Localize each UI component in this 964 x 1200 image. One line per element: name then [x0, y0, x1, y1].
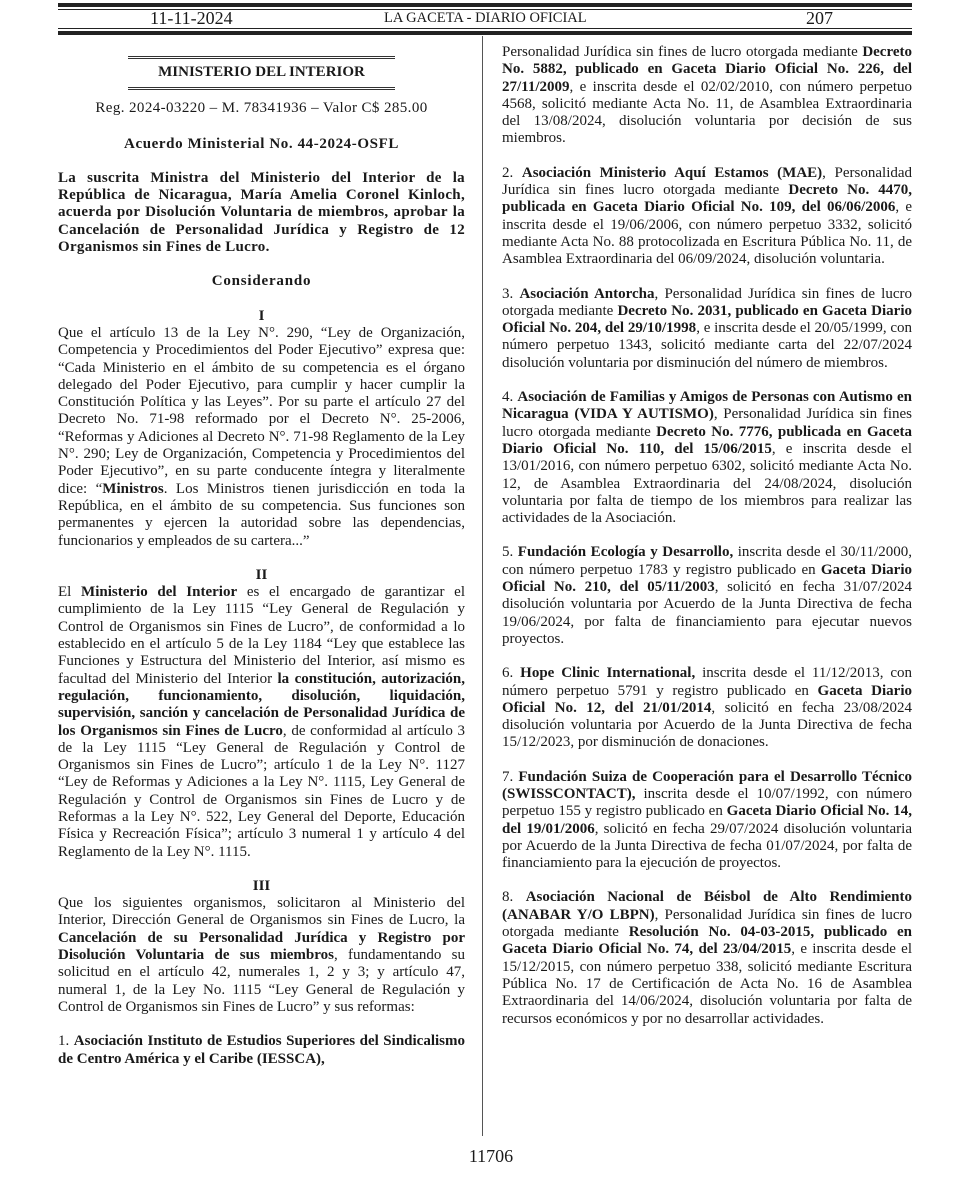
text-segment: 2.: [502, 164, 522, 181]
bold-text-segment: Cancelación de su Personalidad Jurídica y Registro por Disolución Voluntaria de sus miembros: [58, 929, 465, 964]
text-segment: 6.: [502, 665, 521, 682]
text-segment: 5.: [502, 544, 518, 561]
bold-text-segment: Gaceta Diario Oficial No. 12, del 21/01/2014: [502, 682, 912, 716]
text-segment: , e inscrita desde el 15/12/2015, con número perpetuo 338, solicitó mediante Escritura Pública No. 17 de Certificación de Acta No. 16 de Asamblea Extraordinaria del 14/06/2024, disolución voluntaria por falta de recursos económicos y por no desarrollar actividades.: [502, 941, 912, 1027]
considerando-heading: Considerando: [211, 273, 312, 290]
text-segment: , e inscrita desde el 13/01/2016, con número perpetuo 6302, solicitó mediante Acta No. 12, de Asamblea Extraordinaria del 24/08/2024, disolución voluntaria por falta de tiempo de los miembros para realizar las actividades de la Asociación.: [502, 440, 913, 527]
right-column: [502, 44, 912, 1028]
text-segment: , solicitó en fecha 31/07/2024 disolución voluntaria por Acuerdo de la Junta Directiva de fecha 19/06/2024, por falta de financiamiento para ejecutar nuevos proyectos.: [502, 579, 912, 647]
text-segment: 1.: [58, 1033, 74, 1050]
text-segment: inscrita desde el 11/12/2013, con número perpetuo 5791 y registro publicado en: [502, 665, 912, 699]
bold-text-segment: Gaceta Diario Oficial No. 14, del 19/01/2006: [502, 803, 912, 837]
organization-item: [502, 389, 912, 527]
header-bottom-thin-rule: [58, 28, 912, 29]
header-publication-title: LA GACETA - DIARIO OFICIAL: [384, 10, 587, 26]
bold-text-segment: Asociación Antorcha: [519, 285, 655, 302]
text-segment: inscrita desde el 10/07/1992, con número perpetuo 155 y registro publicado en: [502, 785, 912, 820]
section-paragraph: [58, 325, 465, 550]
section-numeral: I: [258, 307, 265, 324]
bold-text-segment: Gaceta Diario Oficial No. 210, del 05/11/2003: [502, 561, 912, 596]
bold-text-segment: Fundación Ecología y Desarrollo,: [517, 544, 734, 561]
text-segment: 7.: [502, 768, 519, 785]
page-header: [58, 8, 912, 28]
text-segment: , e inscrita desde el 20/05/1999, con número perpetuo 1343, solicitó mediante carta del 22/07/2024 disolución voluntaria por disminución del número de miembros.: [502, 320, 912, 371]
text-segment: inscrita desde el 30/11/2000, con número perpetuo 1783 y registro publicado en: [502, 544, 913, 578]
section-paragraph: [58, 895, 465, 1016]
text-segment: 3.: [502, 285, 520, 302]
text-segment: , fundamentando su solicitud en el artículo 42, numerales 1, 2 y 3; y artículo 47, numeral 1, de la Ley No. 1115 “Ley General de Regulación y Control de Organismos sin Fines de Lucro” y sus reformas:: [58, 947, 465, 1015]
registration-line: Reg. 2024-03220 – M. 78341936 – Valor C$ 285.00: [95, 100, 428, 117]
bold-text-segment: Decreto No. 4470, publicada en Gaceta Diario Oficial No. 109, del 06/06/2006: [502, 182, 912, 216]
bold-text-segment: Decreto No. 2031, publicado en Gaceta Diario Oficial No. 204, del 29/10/1998: [502, 302, 912, 337]
bold-text-segment: Asociación Nacional de Béisbol de Alto Rendimiento (ANABAR Y/O LBPN): [502, 889, 912, 923]
section-numeral: III: [252, 877, 271, 894]
text-segment: , de conformidad al artículo 3 de la Ley 1115 “Ley General de Regulación y Control de Organismos sin Fines de Lucro”; artículo 1 de la Ley N°. 1127 “Ley de Reformas y Adiciones a la Ley N°. 1115, Ley General de Regulación y Control de Organismos sin Fines de Lucro y de Reformas a la Ley N°. 522, Ley General del Deporte, Educación Física y Recreación Física”; artículo 3 numeral 1 y artículo 4 del Reglamento de la Ley N°. 1115.: [58, 722, 466, 860]
organization-item: [502, 44, 912, 148]
ministry-heading: MINISTERIO DEL INTERIOR: [128, 56, 395, 90]
bold-text-segment: Fundación Suiza de Cooperación para el Desarrollo Técnico (SWISSCONTACT),: [502, 768, 912, 802]
bold-text-segment: Asociación Ministerio Aquí Estamos (MAE): [521, 164, 823, 181]
organization-item: [502, 665, 912, 751]
text-segment: , Personalidad Jurídica sin fines de lucro otorgada mediante: [502, 906, 913, 941]
bold-text-segment: Asociación Instituto de Estudios Superiores del Sindicalismo de Centro América y el Caribe (IESSCA),: [58, 1033, 465, 1067]
bold-text-segment: Ministros: [102, 480, 164, 497]
text-segment: El: [58, 584, 82, 601]
bold-text-segment: Asociación de Familias y Amigos de Personas con Autismo en Nicaragua (VIDA Y AUTISMO): [502, 389, 912, 423]
header-page-number: 207: [806, 8, 833, 28]
text-segment: 4.: [502, 389, 518, 406]
organization-item: [502, 769, 912, 873]
bold-text-segment: Decreto No. 5882, publicado en Gaceta Diario Oficial No. 226, del 27/11/2009: [502, 44, 912, 95]
text-segment: Que los siguientes organismos, solicitaron al Ministerio del Interior, Dirección General de Organismos sin Fines de Lucro, la: [58, 895, 465, 929]
bold-text-segment: la constitución, autorización, regulación, funcionamiento, disolución, liquidación, supervisión, sanción y cancelación de Personalidad Jurídica de los Organismos sin Fines de Lucro: [58, 670, 465, 739]
column-divider: [482, 36, 483, 1136]
section-paragraph: [58, 584, 465, 861]
organization-item: [502, 165, 912, 269]
text-segment: es el encargado de garantizar el cumplimiento de la Ley 1115 “Ley General de Regulación y Control de Organismos sin Fines de Lucro”, de conformidad a lo establecido en el artículo 5 de la Ley 1184 “Ley que establece las Funciones y Estructura del Ministerio del Interior, así mismo es facultad del Ministerio del Interior: [58, 584, 465, 687]
agreement-intro: La suscrita Ministra del Ministerio del Interior de la República de Nicaragua, María Amelia Coronel Kinloch, acuerda por Disolución Voluntaria de miembros, aprobar la Cancelación de Personalidad Jurídica y Registro de 12 Organismos sin Fines de Lucro.: [58, 169, 465, 256]
bold-text-segment: Resolución No. 04-03-2015, publicado en Gaceta Diario Oficial No. 74, del 23/04/2015: [502, 924, 912, 958]
text-segment: , e inscrita desde el 02/02/2010, con número perpetuo 4568, solicitó mediante Acta No. 11, de Asamblea Extraordinaria del 13/08/2024, disolución voluntaria por decisión de sus miembros.: [502, 78, 912, 147]
section-numeral: II: [255, 566, 268, 583]
footer-number: 11706: [468, 1146, 514, 1166]
bold-text-segment: Ministerio del Interior: [81, 584, 238, 601]
text-segment: Personalidad Jurídica sin fines de lucro otorgada mediante: [502, 44, 863, 60]
organization-item-1-heading: [58, 1033, 465, 1068]
text-segment: , Personalidad Jurídica sin fines lucro otorgada mediante: [502, 406, 912, 440]
organization-item: [502, 889, 912, 1027]
agreement-title: Acuerdo Ministerial No. 44-2024-OSFL: [124, 135, 399, 152]
text-segment: Que el artículo 13 de la Ley N°. 290, “Ley de Organización, Competencia y Procedimientos del Poder Ejecutivo” expresa que: “Cada Ministerio en el ámbito de su competencia es el órgano delegado del Poder Ejecutivo, para cumplir y hacer cumplir la Constitución Política y las Leyes”. Por su parte el artículo 27 del Decreto No. 71-98 reformado por el Decreto N°. 25-2006, “Reformas y Adiciones al Decreto N°. 71-98 Reglamento de la Ley N°. 290; Ley de Organización, Competencia y Procedimientos del Poder Ejecutivo”, en su parte conducente íntegra y literalmente dice: “: [58, 324, 465, 497]
text-segment: , solicitó en fecha 29/07/2024 disolución voluntaria por Acuerdo de la Junta Directiva de fecha 01/07/2024, por falta de financiamiento para la ejecución de proyectos.: [502, 820, 913, 872]
bold-text-segment: Hope Clinic International,: [520, 665, 696, 682]
text-segment: , Personalidad Jurídica sin fines de lucro otorgada mediante: [502, 285, 912, 319]
text-segment: , e inscrita desde el 19/06/2006, con número perpetuo 3332, solicitó mediante Acta No. 88 protocolizada en Escritura Pública No. 11, de Asamblea Extraordinaria del 06/09/2024, disolución voluntaria.: [502, 199, 912, 268]
text-segment: , solicitó en fecha 23/08/2024 disolución voluntaria por Acuerdo de la Junta Directiva de fecha 15/12/2023, por disminución de donaciones.: [502, 699, 912, 751]
text-segment: , Personalidad Jurídica sin fines lucro otorgada mediante: [502, 164, 913, 199]
text-segment: . Los Ministros tienen jurisdicción en toda la República, en el ámbito de su competencia. Sus funciones son permanentes y ejercen la autoridad sobre las dependencias, funcionarios y empleados de su cartera...”: [58, 480, 465, 549]
header-date: 11-11-2024: [150, 8, 233, 28]
text-segment: 8.: [502, 889, 526, 906]
organization-item: [502, 286, 912, 372]
left-column: [58, 44, 465, 1068]
header-top-rule: [58, 3, 912, 7]
header-bottom-rule: [58, 31, 912, 35]
organization-item: [502, 544, 912, 648]
bold-text-segment: Decreto No. 7776, publicada en Gaceta Diario Oficial No. 110, del 15/06/2015: [502, 423, 912, 457]
